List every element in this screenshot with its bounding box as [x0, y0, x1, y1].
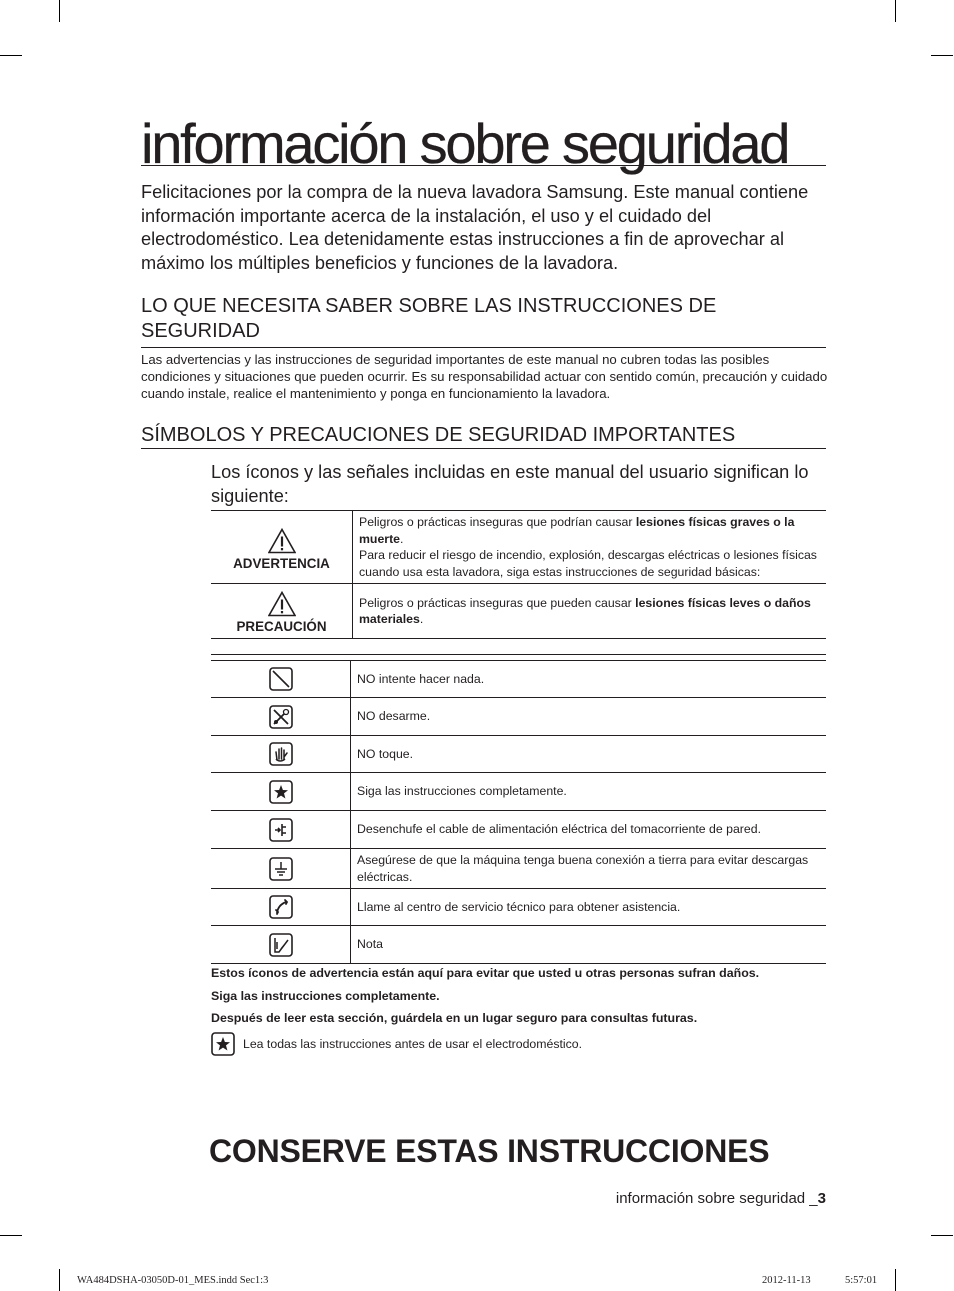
- safety-note: Después de leer esta sección, guárdela en un lugar seguro para consultas futuras.: [211, 1011, 698, 1026]
- symbol-icon-cell: [211, 661, 351, 698]
- crop-mark: [0, 1235, 22, 1236]
- warning-row-advertencia: [211, 511, 826, 584]
- prohibited-icon: [269, 667, 293, 691]
- slug-date: 2012-11-13: [762, 1275, 811, 1286]
- page-footer: [560, 1190, 826, 1207]
- symbol-text: Nota: [351, 926, 827, 964]
- section-heading-instructions: LO QUE NECESITA SABER SOBRE LAS INSTRUCCIONES DE SEGURIDAD: [141, 294, 826, 348]
- crop-mark: [59, 0, 60, 22]
- warning-table: [211, 510, 826, 639]
- warning-triangle-icon: [268, 591, 296, 617]
- symbol-text: NO intente hacer nada.: [351, 661, 827, 698]
- ground-icon: [269, 857, 293, 881]
- safety-note: Estos íconos de advertencia están aquí para evitar que usted u otras personas sufran daños.: [211, 966, 760, 980]
- symbol-row: [211, 849, 826, 889]
- conserve-heading: CONSERVE ESTAS INSTRUCCIONES: [209, 1133, 770, 1169]
- crop-mark: [59, 1269, 60, 1291]
- symbol-icon-cell: [211, 811, 351, 849]
- symbol-text: Siga las instrucciones completamente.: [351, 773, 827, 811]
- crop-mark: [931, 55, 953, 56]
- warning-label: PRECAUCIÓN: [236, 618, 327, 634]
- symbol-row: [211, 926, 826, 964]
- symbol-row: [211, 661, 826, 698]
- symbol-icon-cell: [211, 926, 351, 964]
- section-heading-symbols: SÍMBOLOS Y PRECAUCIONES DE SEGURIDAD IMPORTANTES: [141, 422, 826, 449]
- crop-mark: [0, 55, 22, 56]
- safety-notes: [211, 962, 851, 1030]
- warning-row-precaucion: [211, 584, 826, 639]
- slug-time: 5:57:01: [845, 1275, 878, 1286]
- section-body-instructions: Las advertencias y las instrucciones de seguridad importantes de este manual no cubren todas las posibles condiciones y situaciones que pueden ocurrir. Es su responsabilidad actuar con sentido común, precaución y cuidado cuando instale, realice el mantenimiento y ponga en funcionamiento la lavadora.: [141, 352, 828, 402]
- warning-label: ADVERTENCIA: [233, 555, 330, 571]
- warning-text-end: .: [400, 531, 404, 546]
- unplug-icon: [269, 818, 293, 842]
- symbol-text: NO toque.: [351, 736, 827, 773]
- phone-icon: [269, 895, 293, 919]
- star-icon: [211, 1032, 235, 1056]
- warning-text-normal: Peligros o prácticas inseguras que pueden causar: [359, 595, 636, 610]
- crop-mark: [895, 0, 896, 22]
- warning-triangle-icon: [268, 528, 296, 554]
- symbol-row: [211, 889, 826, 926]
- warning-text-extra: Para reducir el riesgo de incendio, explosión, descargas eléctricas o lesiones físicas cuando usa esta lavadora, siga estas instrucciones de seguridad básicas:: [359, 548, 817, 579]
- symbol-row: [211, 698, 826, 736]
- crop-mark: [895, 1269, 896, 1291]
- symbol-icon-cell: [211, 773, 351, 811]
- warning-text-bold: lesiones físicas graves o la muerte: [359, 515, 795, 546]
- symbol-icon-cell: [211, 698, 351, 736]
- warning-text-end: .: [419, 612, 424, 627]
- symbol-text: Desenchufe el cable de alimentación eléctrica del tomacorriente de pared.: [351, 811, 827, 849]
- symbol-row: [211, 736, 826, 773]
- crop-mark: [931, 1235, 953, 1236]
- warning-text-bold: lesiones físicas leves o daños materiales: [359, 595, 811, 627]
- symbol-row: [211, 773, 826, 811]
- safety-note: Siga las instrucciones completamente.: [211, 988, 440, 1003]
- symbol-icon-cell: [211, 889, 351, 926]
- symbol-text: Asegúrese de que la máquina tenga buena conexión a tierra para evitar descargas eléctricas.: [351, 849, 827, 889]
- page-title: información sobre seguridad: [141, 112, 826, 166]
- warning-icon-cell: [211, 584, 353, 639]
- footer-label: información sobre seguridad _: [615, 1190, 818, 1207]
- warning-text: [353, 584, 827, 639]
- page-number: 3: [817, 1190, 826, 1207]
- note-icon: [269, 933, 293, 957]
- symbols-intro: Los íconos y las señales incluidas en este manual del usuario significan lo siguiente:: [211, 462, 809, 506]
- warning-text: [353, 511, 827, 584]
- symbol-icon-cell: [211, 849, 351, 889]
- symbol-text: Llame al centro de servicio técnico para obtener asistencia.: [351, 889, 827, 926]
- no-touch-icon: [269, 742, 293, 766]
- intro-paragraph: Felicitaciones por la compra de la nueva lavadora Samsung. Este manual contiene información importante acerca de la instalación, el uso y el cuidado del electrodoméstico. Lea detenidamente estas instrucciones a fin de aprovechar al máximo los múltiples beneficios y funciones de la lavadora.: [141, 182, 809, 273]
- read-all-instructions: [211, 1032, 582, 1056]
- symbol-row: [211, 811, 826, 849]
- no-disassemble-icon: [269, 705, 293, 729]
- star-icon: [269, 780, 293, 804]
- warning-text-normal: Peligros o prácticas inseguras que podrían causar: [359, 515, 636, 529]
- warning-icon-cell: [211, 511, 353, 584]
- read-all-text: Lea todas las instrucciones antes de usar el electrodoméstico.: [243, 1037, 583, 1051]
- symbols-table: [211, 654, 826, 964]
- symbol-icon-cell: [211, 736, 351, 773]
- symbol-text: NO desarme.: [351, 698, 827, 736]
- slug-filename: WA484DSHA-03050D-01_MES.indd Sec1:3: [77, 1275, 269, 1286]
